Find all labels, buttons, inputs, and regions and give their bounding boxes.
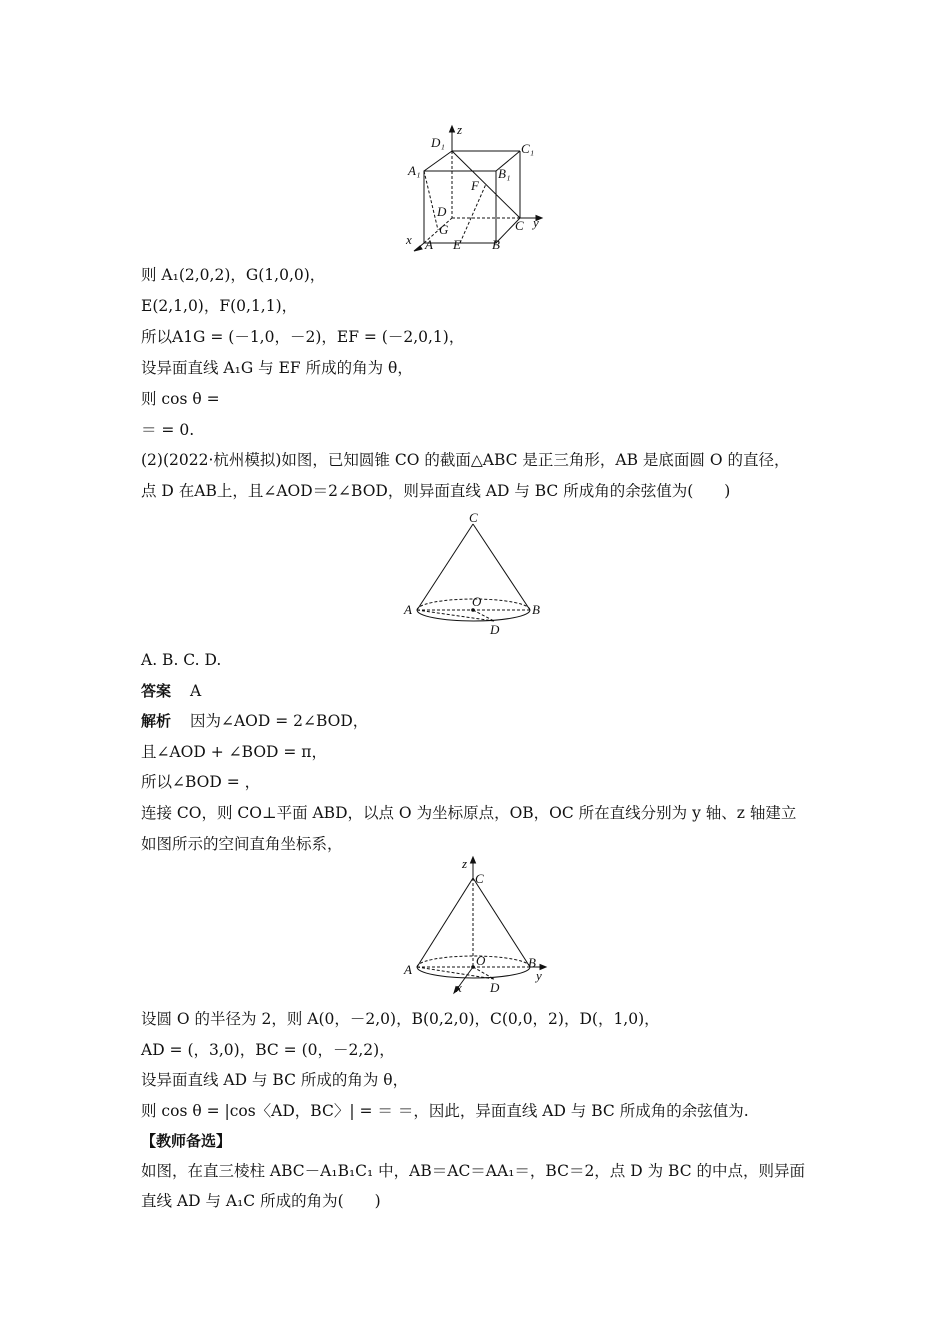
- fig2-label-b: B: [532, 602, 540, 617]
- fig1-label-c: C: [515, 218, 524, 233]
- answer-line: [141, 681, 201, 701]
- fig1-label-d: D: [437, 204, 447, 219]
- text-line-12: 且∠AOD + ∠BOD = π，: [141, 743, 327, 761]
- fig3-label-x: x: [456, 980, 462, 995]
- fig3-label-a: A: [404, 962, 412, 977]
- answer-value: A: [189, 682, 202, 700]
- fig3-label-b: B: [528, 955, 536, 970]
- cone-figure: [400, 510, 550, 640]
- fig2-label-c: C: [469, 510, 478, 525]
- fig1-label-y: y: [533, 215, 539, 230]
- text-line-18: 设异面直线 AD 与 BC 所成的角为 θ，: [141, 1071, 409, 1089]
- fig1-label-x: x: [406, 232, 412, 247]
- text-line-1: 则 A₁(2,0,2)，G(1,0,0)，: [141, 266, 326, 284]
- fig1-label-f: F: [471, 178, 479, 193]
- text-line-7: (2)(2022·杭州模拟)如图，已知圆锥 CO 的截面△ABC 是正三角形，AB 是底面圆 O 的直径，: [141, 451, 790, 469]
- cube-figure: [400, 120, 550, 255]
- fig3-label-d: D: [490, 980, 500, 995]
- fig1-label-b: B: [492, 237, 500, 252]
- text-line-14: 连接 CO，则 CO⊥平面 ABD，以点 O 为坐标原点，OB，OC 所在直线分别为 y 轴、z 轴建立: [141, 804, 797, 822]
- fig1-label-g: G: [439, 222, 449, 237]
- text-line-8: 点 D 在AB上，且∠AOD＝2∠BOD，则异面直线 AD 与 BC 所成角的余弦值为( ): [141, 482, 731, 500]
- fig1-label-a: A: [425, 237, 433, 252]
- text-line-13: 所以∠BOD = ，: [141, 773, 261, 791]
- fig1-label-b1: B₁: [498, 166, 511, 181]
- fig1-label-d1: D₁: [431, 135, 445, 150]
- text-line-19: 则 cos θ = |cos〈AD，BC〉| = ＝ ＝，因此，异面直线 AD 与 BC 所成角的余弦值为.: [141, 1102, 749, 1120]
- fig1-label-a1: A₁: [408, 163, 421, 178]
- text-line-21: 如图，在直三棱柱 ABC－A₁B₁C₁ 中，AB＝AC＝AA₁＝，BC＝2，点 D 为 BC 的中点，则异面: [141, 1162, 805, 1180]
- cone-axes-figure: [400, 852, 555, 1000]
- answer-label: 答案: [141, 682, 172, 700]
- analysis-label: 解析: [141, 712, 172, 730]
- analysis-line: [141, 711, 368, 731]
- teacher-backup-heading: 【教师备选】: [141, 1132, 232, 1150]
- fig3-label-c: C: [475, 871, 484, 886]
- choices-line: A. B. C. D.: [141, 651, 222, 669]
- fig1-label-e: E: [453, 237, 461, 252]
- fig3-label-z: z: [462, 856, 468, 871]
- fig2-label-d: D: [490, 622, 500, 637]
- text-line-2: E(2,1,0)，F(0,1,1)，: [141, 297, 298, 315]
- text-line-4: 设异面直线 A₁G 与 EF 所成的角为 θ，: [141, 359, 413, 377]
- text-line-5: 则 cos θ =: [141, 390, 220, 408]
- text-line-17: AD = (，3,0)，BC = (0，－2,2)，: [141, 1041, 395, 1059]
- text-line-22: 直线 AD 与 A₁C 所成的角为( ): [141, 1192, 381, 1210]
- fig1-label-c1: C₁: [521, 141, 535, 156]
- fig3-label-o: O: [476, 953, 486, 968]
- fig2-label-o: O: [472, 594, 482, 609]
- text-line-15: 如图所示的空间直角坐标系，: [141, 835, 343, 853]
- fig3-label-y: y: [536, 968, 542, 983]
- text-line-16: 设圆 O 的半径为 2，则 A(0，－2,0)，B(0,2,0)，C(0,0，2)，D(，1,0)，: [141, 1010, 660, 1028]
- text-line-3: 所以A1G = (－1,0，－2)，EF = (－2,0,1)，: [141, 328, 465, 346]
- fig1-label-z: z: [457, 122, 463, 137]
- analysis-text: 因为∠AOD = 2∠BOD，: [189, 712, 369, 730]
- fig2-label-a: A: [404, 602, 412, 617]
- text-line-6: ＝ = 0.: [141, 421, 195, 439]
